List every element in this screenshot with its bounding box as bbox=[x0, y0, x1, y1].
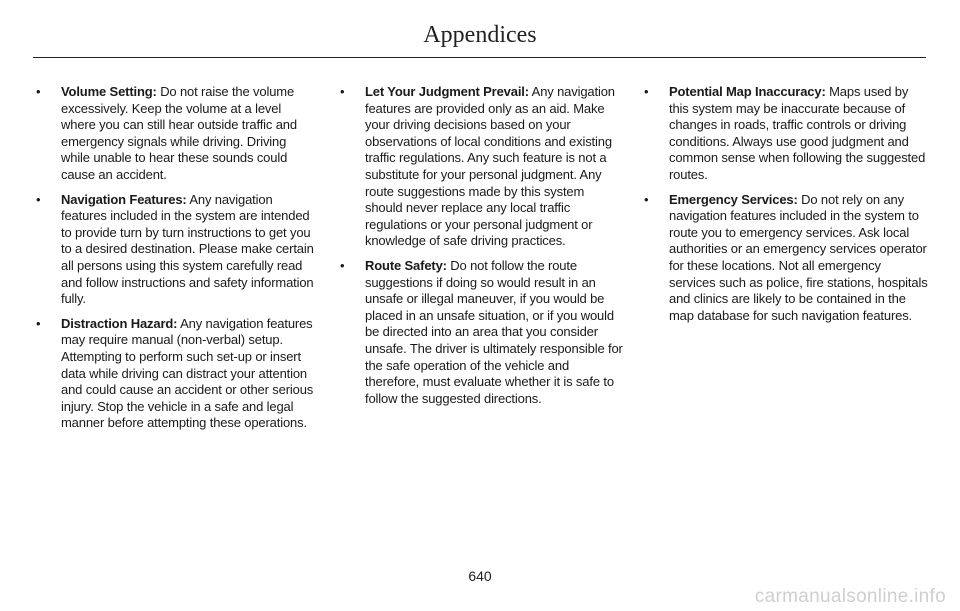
column-1 bbox=[36, 84, 318, 440]
item-text: Maps used by this system may be inaccurate because of changes in roads, traffic controls or driving conditions. Always use good judgment and common sense when following the suggested routes. bbox=[669, 84, 926, 182]
item-term: Route Safety: bbox=[365, 257, 447, 273]
bullet-icon: • bbox=[36, 315, 41, 331]
watermark: carmanualsonline.info bbox=[754, 586, 946, 607]
item-text: Any navigation features are provided only as an aid. Make your driving decisions based on your observations of local conditions and existing traffic regulations. Any such feature is not a substitute for your personal judgment. Any route suggestions made by this system should never replace any local traffic regulations or your personal judgment or knowledge of safe driving practices. bbox=[365, 84, 615, 249]
list-item bbox=[36, 192, 318, 308]
bullet-icon: • bbox=[36, 191, 41, 207]
list-item bbox=[340, 258, 624, 407]
list-item bbox=[644, 84, 928, 184]
page-number: 640 bbox=[468, 568, 492, 584]
item-text: Do not raise the volume excessively. Keep the volume at a level where you can still hear outside traffic and emergency signals while driving. Driving while unable to hear these sounds could cause an accident. bbox=[61, 84, 297, 182]
item-term: Volume Setting: bbox=[61, 84, 157, 99]
item-text: Do not follow the route suggestions if doing so would result in an unsafe or illegal maneuver, if you would be placed in an unsafe situation, or if you would be directed into an area that you consider unsafe. The driver is ultimately responsible for the safe operation of the vehicle and therefore, must evaluate whether it is safe to follow the suggested directions. bbox=[365, 257, 623, 406]
column-2 bbox=[340, 84, 624, 415]
page-title: Appendices bbox=[423, 22, 537, 48]
item-text: Any navigation features may require manual (non-verbal) setup. Attempting to perform such set-up or insert data while driving can distract your attention and could cause an accident or other serious injury. Stop the vehicle in a safe and legal manner before attempting these operations. bbox=[61, 315, 314, 431]
bullet-icon: • bbox=[644, 84, 649, 99]
bullet-icon: • bbox=[36, 84, 41, 99]
header-divider bbox=[33, 57, 926, 58]
list-item bbox=[36, 316, 318, 432]
item-term: Navigation Features: bbox=[61, 191, 187, 207]
item-term: Let Your Judgment Prevail: bbox=[365, 84, 529, 99]
list-item bbox=[340, 84, 624, 250]
item-text: Do not rely on any navigation features included in the system to route you to emergency services. Ask local authorities or an emergency services operator for these locations. Not all emergency services such as police, fire stations, hospitals and clinics are likely to be contained in the map database for such navigation features. bbox=[669, 191, 928, 323]
item-term: Emergency Services: bbox=[669, 191, 798, 207]
bullet-icon: • bbox=[644, 191, 649, 207]
item-text: Any navigation features included in the system are intended to provide turn by turn instructions to get you to a desired destination. Please make certain all persons using this system carefully read and follow instructions and safety information fully. bbox=[61, 191, 314, 307]
column-3 bbox=[644, 84, 928, 332]
list-item bbox=[36, 84, 318, 184]
list-item bbox=[644, 192, 928, 325]
bullet-icon: • bbox=[340, 257, 345, 273]
item-term: Potential Map Inaccuracy: bbox=[669, 84, 826, 99]
item-term: Distraction Hazard: bbox=[61, 315, 178, 331]
bullet-icon: • bbox=[340, 84, 345, 99]
